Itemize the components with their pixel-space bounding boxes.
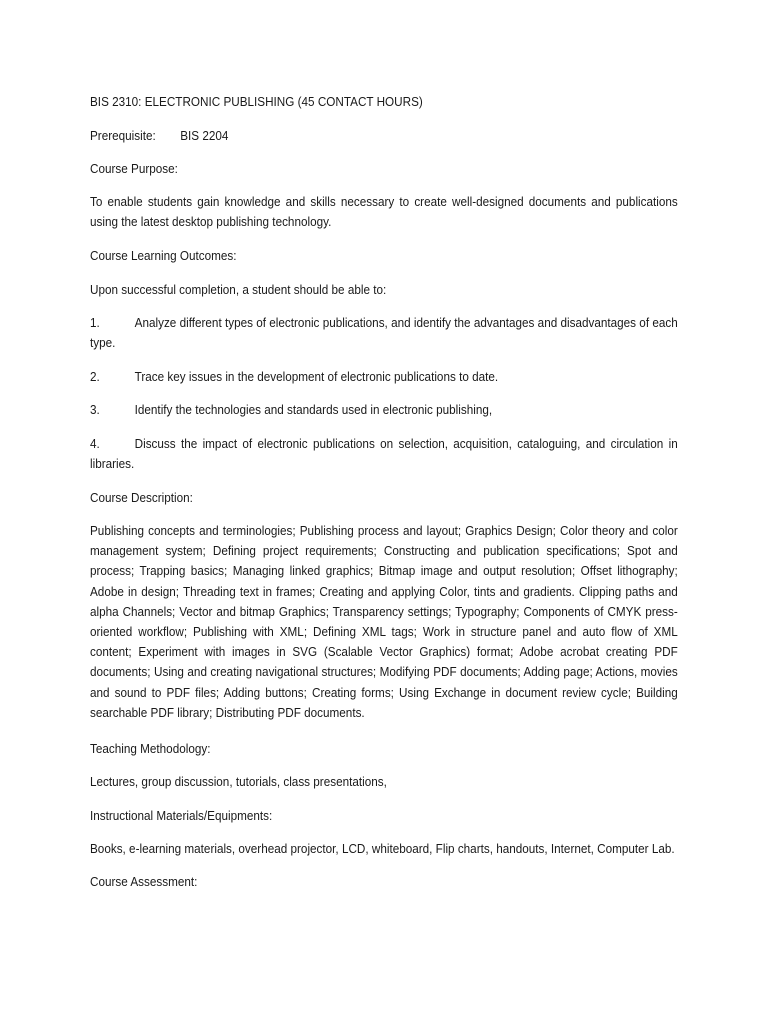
instructional-materials-heading: Instructional Materials/Equipments: bbox=[90, 809, 273, 823]
outcome-number: 3. bbox=[90, 403, 100, 417]
outcome-item-2 bbox=[90, 367, 678, 387]
outcome-text: Discuss the impact of electronic publications on selection, acquisition, cataloguing, and circulation in libraries. bbox=[90, 437, 678, 472]
course-purpose-heading: Course Purpose: bbox=[90, 162, 178, 176]
course-description-heading: Course Description: bbox=[90, 491, 193, 505]
learning-outcomes-intro: Upon successful completion, a student should be able to: bbox=[90, 283, 387, 297]
prerequisite-label: Prerequisite: bbox=[90, 129, 156, 143]
outcome-number: 2. bbox=[90, 370, 100, 384]
outcome-text: Identify the technologies and standards used in electronic publishing, bbox=[134, 403, 493, 417]
outcome-text: Analyze different types of electronic publications, and identify the advantages and disadvantages of each type. bbox=[90, 316, 678, 351]
outcome-text: Trace key issues in the development of electronic publications to date. bbox=[134, 370, 499, 384]
outcome-number: 4. bbox=[90, 437, 100, 451]
outcome-item-4 bbox=[90, 434, 678, 474]
course-title: BIS 2310: ELECTRONIC PUBLISHING (45 CONTACT HOURS) bbox=[90, 95, 423, 109]
learning-outcomes-heading: Course Learning Outcomes: bbox=[90, 249, 237, 263]
outcome-item-1 bbox=[90, 313, 678, 353]
teaching-methodology-text: Lectures, group discussion, tutorials, class presentations, bbox=[90, 775, 387, 789]
course-description-text: Publishing concepts and terminologies; Publishing process and layout; Graphics Design; Color theory and color management system; Defining project requirements; Constructing and publication specifications; Spot and process; Trapping basics; Managing linked graphics; Bitmap image and output resolution; Offset lithography; Adobe in design; Threading text in frames; Creating and applying Color, tints and gradients. Clipping paths and alpha Channels; Vector and bitmap Graphics; Transparency settings; Typography; Components of CMYK press-oriented workflow; Publishing with XML; Defining XML tags; Work in structure panel and auto flow of XML content; Experiment with images in SVG (Scalable Vector Graphics) format; Adobe acrobat creating PDF documents; Using and creating navigational structures; Modifying PDF documents; Adding page; Actions, movies and sound to PDF files; Adding buttons; Creating forms; Using Exchange in document review cycle; Building searchable PDF library; Distributing PDF documents. bbox=[90, 524, 678, 720]
course-assessment-heading: Course Assessment: bbox=[90, 875, 198, 889]
teaching-methodology-heading: Teaching Methodology: bbox=[90, 742, 211, 756]
outcome-number: 1. bbox=[90, 316, 100, 330]
outcome-item-3 bbox=[90, 400, 678, 420]
prerequisite-value: BIS 2204 bbox=[180, 129, 229, 143]
prerequisite-line bbox=[90, 126, 637, 146]
course-purpose-text: To enable students gain knowledge and skills necessary to create well-designed documents and publications using the latest desktop publishing technology. bbox=[90, 195, 678, 230]
instructional-materials-text: Books, e-learning materials, overhead projector, LCD, whiteboard, Flip charts, handouts, Internet, Computer Lab. bbox=[90, 842, 675, 856]
